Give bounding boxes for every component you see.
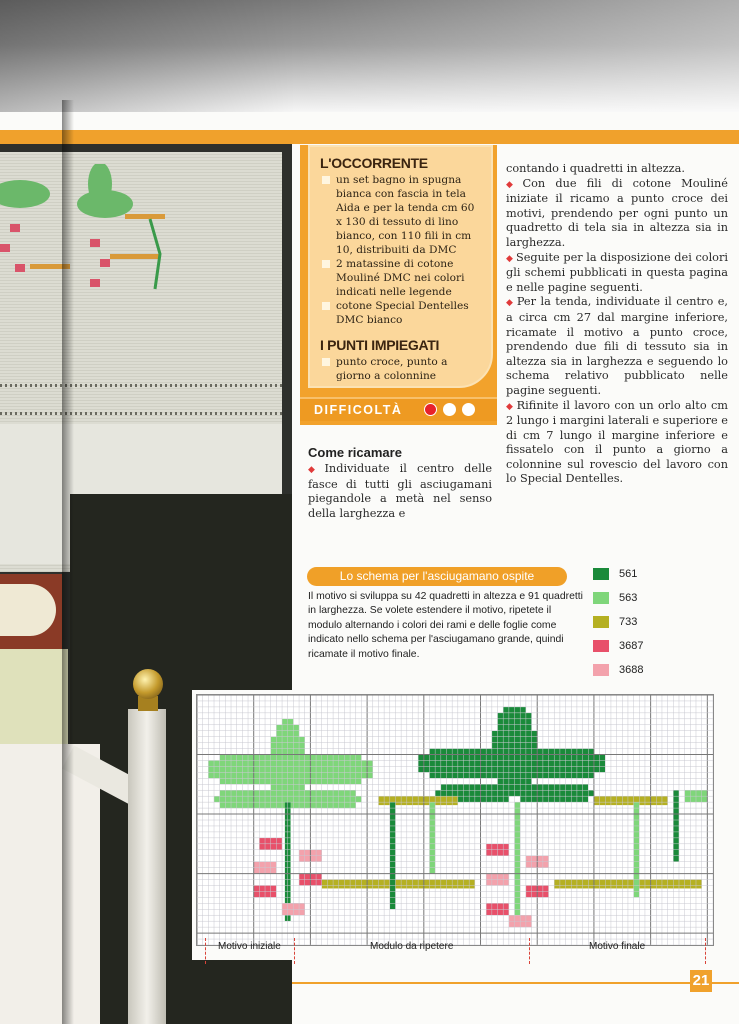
materials-item-text: 2 matassine di cotone Mouliné DMC nei colori indicati nelle legende	[336, 258, 465, 298]
materials-item	[320, 257, 483, 299]
paragraph-text: Rifinite il lavoro con un orlo alto cm 2 lungo i margini laterali e superiore e di cm 7 lungo il margine inferiore e fissatelo con il punto a giorno a colonnine sul rovescio del lavoro con lo Special Dentelles.	[506, 398, 729, 486]
materials-item	[320, 299, 483, 327]
chart-grid	[197, 695, 713, 945]
square-bullet-icon	[322, 302, 330, 310]
square-bullet-icon	[322, 260, 330, 268]
materials-item	[320, 173, 483, 257]
schema-banner: Lo schema per l'asciugamano ospite	[307, 567, 567, 586]
scan-shadow	[0, 0, 739, 112]
legend-item	[593, 664, 643, 676]
towel	[0, 744, 100, 1024]
section-divider	[205, 938, 206, 964]
label-modulo-ripetere: Modulo da ripetere	[370, 941, 454, 952]
stitch-branch	[594, 796, 668, 805]
paragraph	[506, 399, 728, 488]
color-swatch	[593, 568, 609, 580]
diamond-bullet-icon: ◆	[506, 298, 514, 309]
paragraph-text: Per la tenda, individuate il centro e, a circa cm 27 dal margine inferiore, ricamate il motivo a punto croce, prendendo due fili di tessuto sia in altezza sia in larghezza e seguendo lo schema relativo pubblicato nelle pagine seguenti.	[506, 295, 729, 397]
materials-box	[300, 145, 497, 425]
paragraph: contando i quadretti in altezza.	[506, 162, 685, 175]
paragraph-text: Con due fili di cotone Mouliné iniziate il ricamo a punto croce dei motivi, prendendo per ogni punto un quadretto di tela sia in altezza sia in larghezza.	[506, 176, 728, 249]
label-motivo-finale: Motivo finale	[589, 941, 646, 952]
paragraph-text: Seguite per la disposizione dei colori gli schemi pubblicati in questa pagina e nelle pagine seguenti.	[506, 250, 728, 294]
soap-tin	[0, 649, 68, 744]
schema-description: Il motivo si sviluppa su 42 quadretti in altezza e 91 quadretti in larghezza. Se volete estendere il motivo, ripetete il modulo alternando i colori dei rami e delle foglie come indicato nello schema per l'asciugamano grande, quindi ricamate il motivo finale.	[308, 591, 583, 660]
jar-label	[0, 584, 56, 636]
materials-item-text: un set bagno in spugna bianca con fascia in tela Aida e per la tenda cm 60 x 130 di tessuto di lino bianco, con 110 fili in cm 10, distribuiti da DMC	[336, 174, 475, 256]
section-divider	[705, 938, 706, 964]
difficulty-dot-filled-icon	[424, 403, 437, 416]
color-swatch	[593, 592, 609, 604]
footer-rule	[292, 982, 690, 984]
brass-knob	[133, 669, 163, 699]
legend-item	[593, 592, 637, 604]
diamond-bullet-icon: ◆	[308, 465, 322, 475]
legend-item	[593, 568, 637, 580]
diamond-bullet-icon: ◆	[506, 253, 513, 264]
paragraph	[506, 295, 728, 398]
top-orange-rule	[0, 130, 739, 144]
color-swatch	[593, 640, 609, 652]
section-divider	[529, 938, 530, 964]
paragraph: Individuate il centro delle fasce di tutti gli asciugamani piegandole a metà nel senso della larghezza e	[308, 462, 492, 520]
hemstitch-line	[0, 384, 282, 387]
materials-item-text: cotone Special Dentelles DMC bianco	[336, 300, 469, 326]
square-bullet-icon	[322, 176, 330, 184]
legend-code: 561	[619, 568, 638, 580]
legend-code: 563	[619, 592, 638, 604]
diamond-bullet-icon: ◆	[506, 179, 520, 190]
legend-item	[593, 640, 643, 652]
difficulty-dot-empty-icon	[462, 403, 475, 416]
cross-stitch-chart	[196, 694, 714, 946]
legend-code: 3687	[619, 640, 644, 652]
stitches-item-text: punto croce, punto a giorno a colonnine	[336, 356, 448, 382]
section-divider	[294, 938, 295, 964]
section-title: Come ricamare	[308, 445, 402, 460]
footer-rule-tail	[712, 982, 739, 984]
hemstitch-line	[0, 412, 282, 415]
instructions-col2	[506, 162, 728, 487]
stitch-branch	[322, 880, 475, 889]
legend-item	[593, 616, 637, 628]
square-bullet-icon	[322, 358, 330, 366]
bed-post	[128, 709, 166, 1024]
page-number: 21	[690, 970, 712, 992]
difficulty-dot-empty-icon	[443, 403, 456, 416]
paragraph	[506, 177, 728, 251]
page-gutter	[62, 100, 74, 1024]
stitches-title: I PUNTI IMPIEGATI	[320, 337, 440, 353]
stitches-item	[320, 355, 483, 383]
color-swatch	[593, 616, 609, 628]
label-motivo-iniziale: Motivo iniziale	[218, 941, 281, 952]
legend-code: 3688	[619, 664, 644, 676]
paragraph	[506, 251, 728, 296]
diamond-bullet-icon: ◆	[506, 401, 514, 412]
instructions-col1	[308, 462, 492, 521]
materials-title: L'OCCORRENTE	[320, 155, 428, 171]
embroidered-motif	[0, 164, 290, 314]
color-swatch	[593, 664, 609, 676]
legend-code: 733	[619, 616, 638, 628]
difficulty-label: DIFFICOLTÀ	[300, 397, 497, 421]
